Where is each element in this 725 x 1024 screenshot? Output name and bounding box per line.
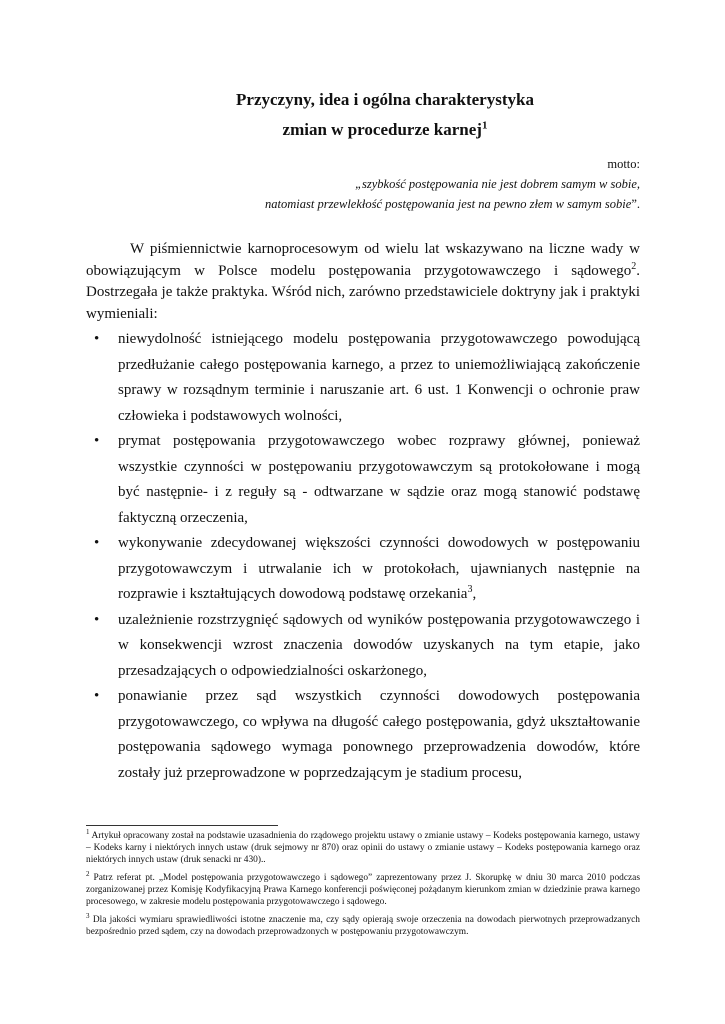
footnote-ref-2[interactable]: 2 (631, 260, 637, 272)
motto-block (84, 154, 640, 214)
footnote-ref-3[interactable]: 3 (467, 584, 473, 595)
footnote-number: 3 (86, 911, 90, 920)
list-item-text: niewydolność istniejącego modelu postępowania przygotowawczego powodującą przedłużanie całego postępowania karnego, a przez to uniemożliwiającą zakończenie sprawy w rozsądnym terminie i naruszanie art. 6 ust. 1 Konwencji o ochronie praw człowieka i podstawowych wolności, (118, 331, 640, 424)
bullet-icon: • (94, 331, 100, 347)
footnote-1 (86, 827, 640, 866)
footnote-text: Patrz referat pt. „Model postępowania przygotowawczego i sądowego” zaprezentowany przez J. Skorupkę w dniu 30 marca 2010 podczas zorganizowanej przez Komisję Kodyfikacyjną Prawa Karnego konferencji poświęconej pożądanym kierunkom zmian w dziedzinie prawa karnego procesowego, w zakresie modelu postępowania przygotowawczego i sądowego. (86, 873, 640, 907)
list-item (94, 608, 640, 685)
title-line-2 (84, 120, 686, 140)
list-item (94, 327, 640, 429)
footnote-number: 2 (86, 869, 90, 878)
motto-quote-line-2-end: ”. (631, 197, 640, 211)
title-line-2-text: zmian w procedurze karnej (282, 120, 482, 139)
footnote-text: Dla jakości wymiaru sprawiedliwości istotne znaczenie ma, czy sądy opierają swoje orzeczenia na dowodach pierwotnych przeprowadzanych bezpośrednio przed sądem, czy na dowodach przeprowadzonych w postępowaniu przygotowawczym. (86, 915, 640, 937)
bullet-icon: • (94, 535, 100, 551)
list-item-text: ponawianie przez sąd wszystkich czynności dowodowych postępowania przygotowawczego, co wpływa na długość całego postępowania, gdyż ukształtowanie postępowania sądowego wymaga ponownego przeprowadzenia dowodów, które zostały już przeprowadzone w poprzedzającym je stadium procesu, (118, 688, 640, 781)
list-item-text: wykonywanie zdecydowanej większości czynności dowodowych w postępowaniu przygotowawczym i utrwalanie ich w protokołach, ujawnianych następnie na rozprawie i kształtujących dowodową podstawę orzekania (118, 535, 640, 602)
bullet-icon: • (94, 433, 100, 449)
list-item-tail: , (472, 586, 477, 602)
footnotes (86, 827, 640, 944)
motto-label: motto: (607, 157, 640, 171)
footnote-3 (86, 911, 640, 938)
intro-text-part2: . Dostrzegała je także praktyka. Wśród nich, zarówno przedstawiciele doktryny jak i praktyki wymieniali: (86, 262, 640, 322)
footnote-separator (86, 825, 278, 826)
list-item (94, 531, 640, 608)
list-item (94, 684, 640, 786)
list-item-text: prymat postępowania przygotowawczego wobec rozprawy głównej, ponieważ wszystkie czynności w postępowaniu przygotowawczym są protokołowane i mogą być następnie- i z reguły są - odtwarzane w sądzie oraz mogą stanowić podstawę faktyczną orzeczenia, (118, 433, 640, 526)
footnote-2 (86, 869, 640, 908)
title-line-1: Przyczyny, idea i ogólna charakterystyka (236, 90, 534, 109)
motto-quote-line-2-text: natomiast przewlekłość postępowania jest na pewno złem w samym sobie (265, 197, 632, 211)
list-item (94, 429, 640, 531)
bullet-icon: • (94, 688, 100, 704)
intro-paragraph (86, 239, 640, 325)
bullet-icon: • (94, 611, 100, 628)
footnote-number: 1 (86, 827, 90, 836)
motto-quote-line-1: „szybkość postępowania nie jest dobrem samym w sobie, (355, 177, 640, 191)
motto-quote-line-2 (84, 194, 640, 214)
footnote-ref-1[interactable]: 1 (481, 119, 488, 132)
intro-text-part1: W piśmiennictwie karnoprocesowym od wielu lat wskazywano na liczne wady w obowiązującym w Polsce modelu postępowania przygotowawczego i sądowego (86, 241, 640, 279)
footnote-text: Artykuł opracowany został na podstawie uzasadnienia do rządowego projektu ustawy o zmianie ustawy – Kodeks postępowania karnego, ustawy – Kodeks karny i niektórych innych ustaw (druk sejmowy nr 870) oraz opinii do ustawy o zmianie ustawy – Kodeks postępowania karnego oraz niektórych innych ustaw (druk senacki nr 430).. (86, 831, 640, 865)
list-item-text: uzależnienie rozstrzygnięć sądowych od wyników postępowania przygotowawczego i w konsekwencji wzrost znaczenia dowodów uzyskanych na tym etapie, jako przesadzających o odpowiedzialności oskarżonego, (118, 611, 640, 679)
defects-list (94, 327, 640, 786)
